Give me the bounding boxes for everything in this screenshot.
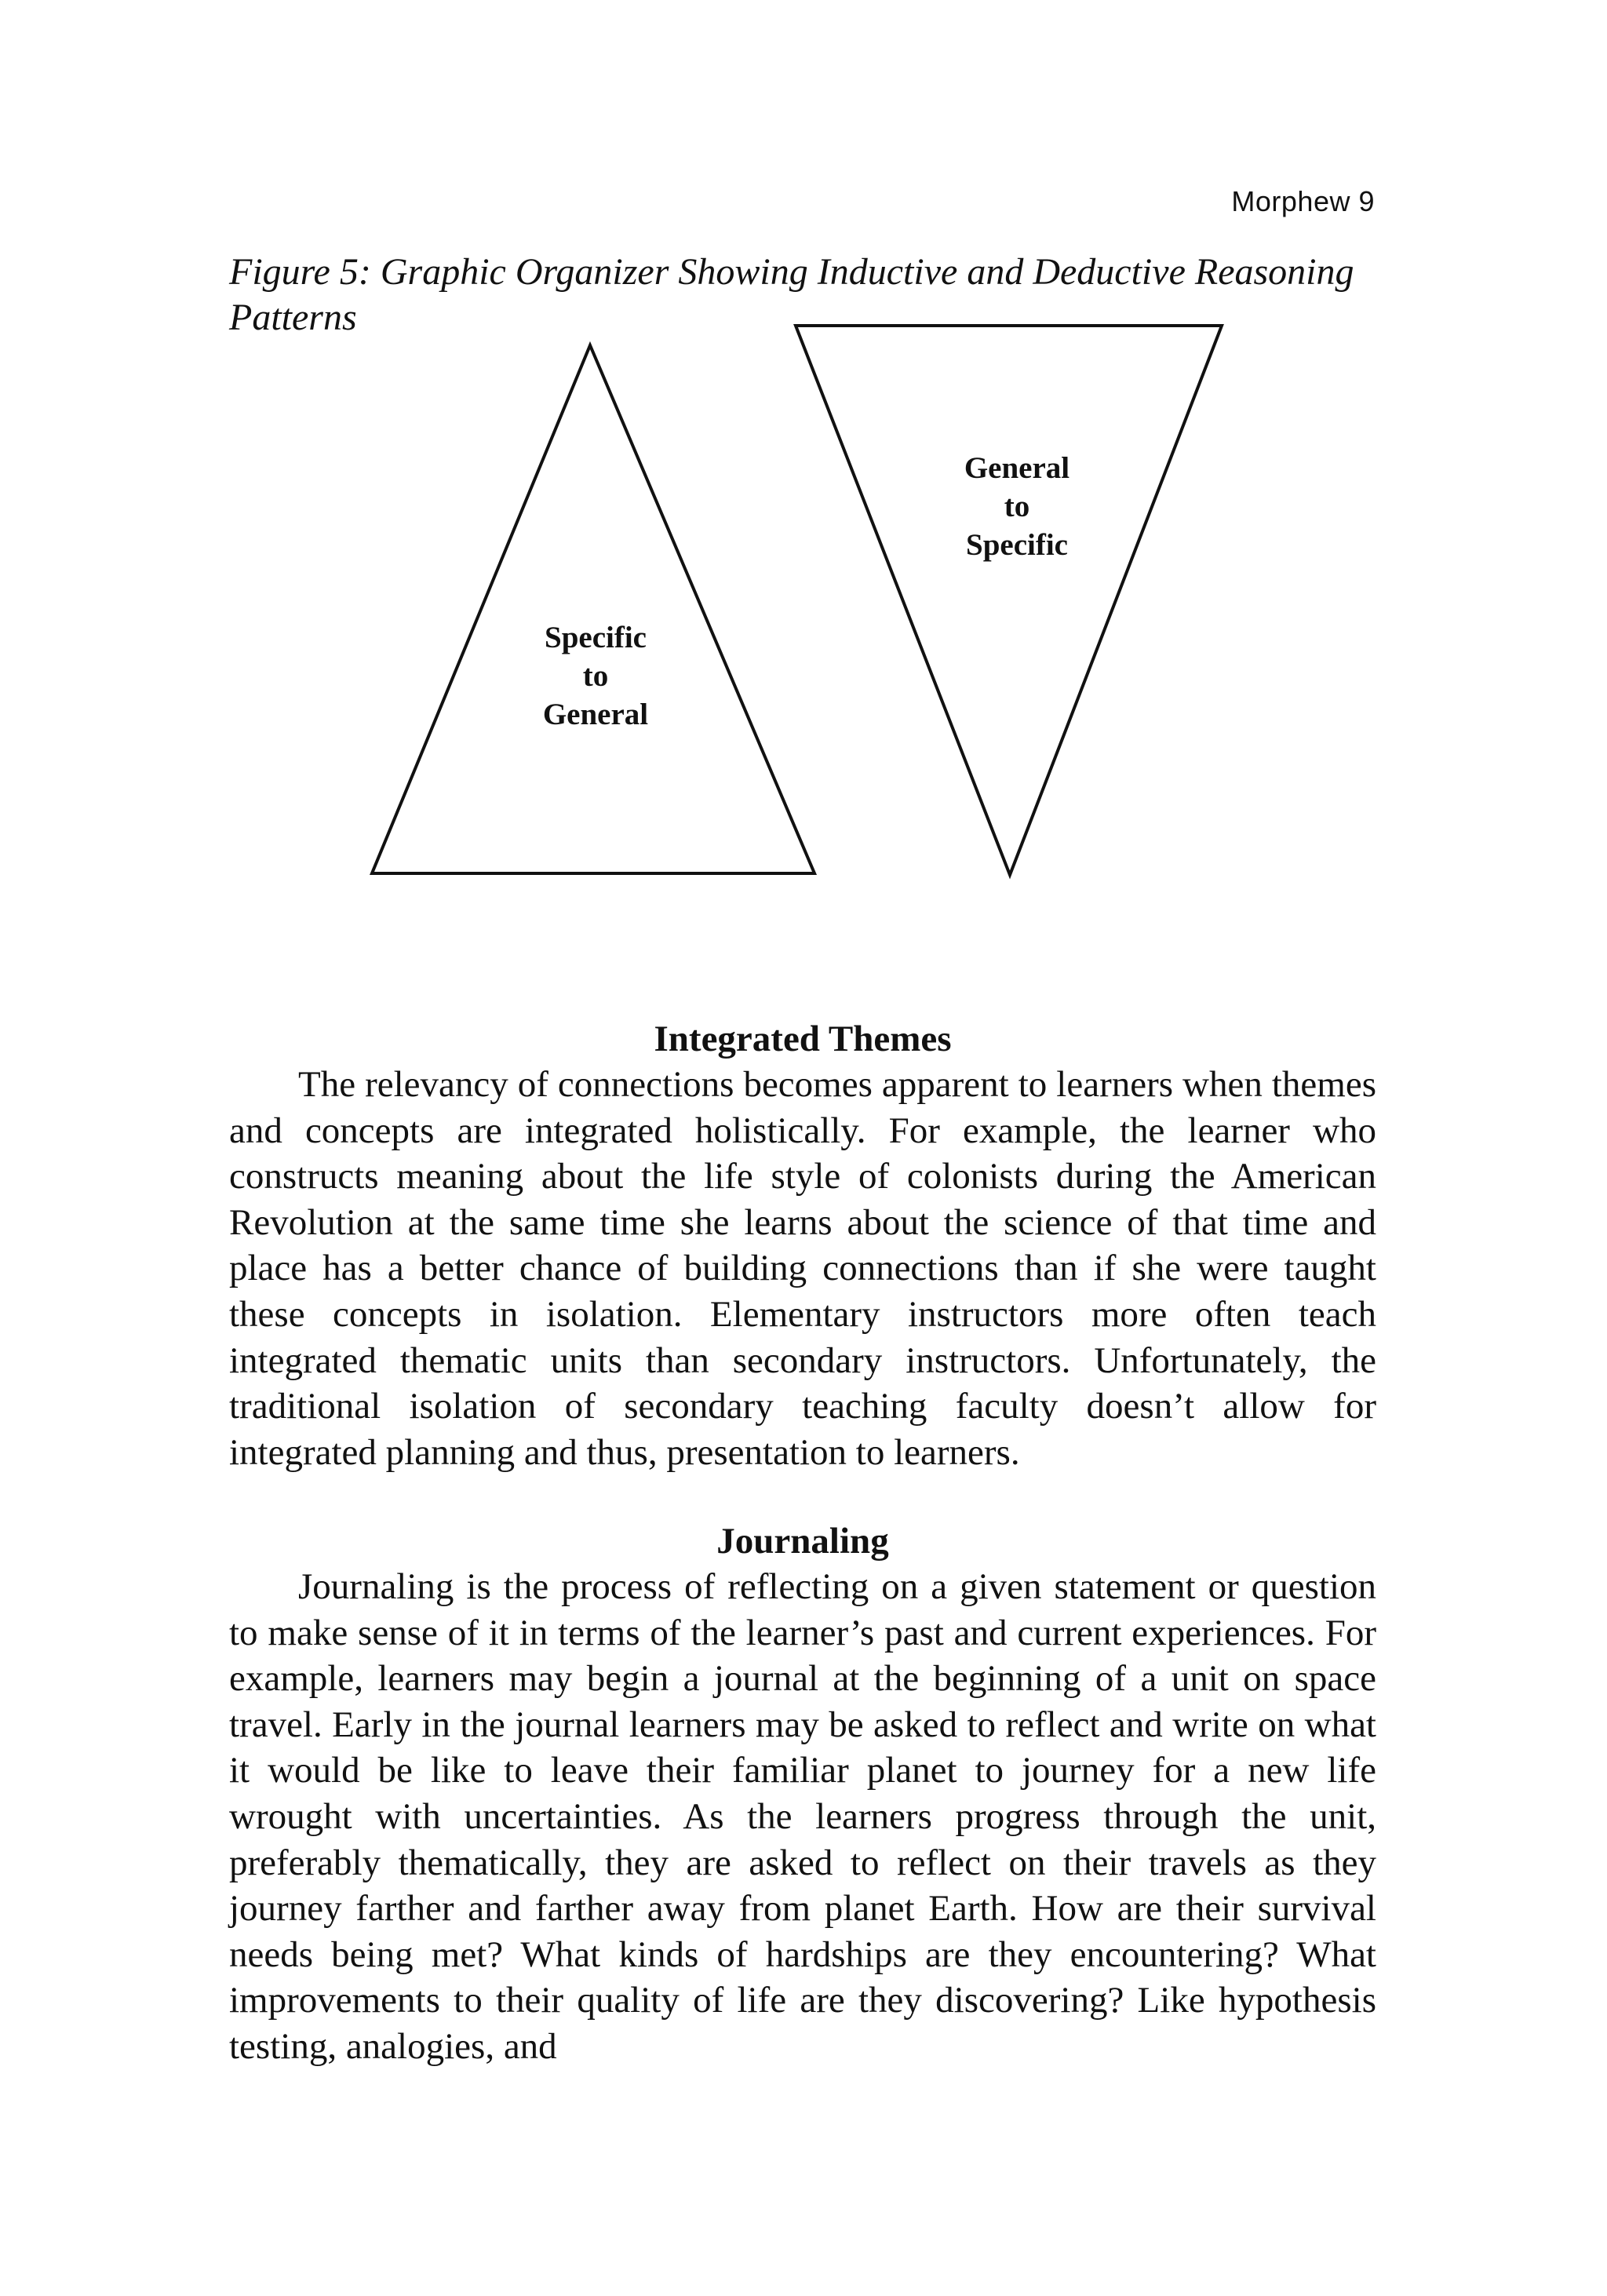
inductive-triangle xyxy=(372,345,814,873)
inductive-label-line: to xyxy=(582,659,609,693)
section-journaling xyxy=(229,1518,1376,2070)
section-integrated-themes xyxy=(229,1016,1376,1475)
section-paragraph: Journaling is the process of reflecting on a given statement or question to make sense of it in terms of the learner’s past and current experiences. For example, learners may begin a journal at the beginning of a unit on space travel. Early in the journal learners may be asked to reflect and write on what it would be like to leave their familiar planet to journey for a new life wrought with uncertainties. As the learners progress through the unit, preferably thematically, they are asked to reflect on their travels as they journey farther and farther away from planet Earth. How are their survival needs being met? What kinds of hardships are they encountering? What improvements to their quality of life are they discovering? Like hypothesis testing, analogies, and xyxy=(229,1566,1376,2067)
deductive-label-line: General xyxy=(964,451,1070,485)
inductive-label-line: Specific xyxy=(545,621,647,654)
deductive-label xyxy=(899,449,1135,564)
running-head: Morphew 9 xyxy=(1231,185,1375,217)
inductive-label xyxy=(478,618,713,734)
deductive-label-line: Specific xyxy=(966,528,1068,562)
section-heading: Journaling xyxy=(716,1521,889,1562)
section-paragraph: The relevancy of connections becomes apparent to learners when themes and concepts are integrated holistically. For example, the learner who constructs meaning about the life style of colonists during the American Revolution at the same time she learns about the science of that time and place has a better chance of building connections than if she were taught these concepts in isolation. Elementary instructors more often teach integrated thematic units than secondary instructors. Unfortunately, the traditional isolation of secondary teaching faculty doesn’t allow for integrated planning and thus, presentation to learners. xyxy=(229,1064,1376,1473)
triangles-diagram xyxy=(0,0,1607,942)
deductive-label-line: to xyxy=(1004,490,1030,523)
inductive-label-line: General xyxy=(542,698,649,731)
reasoning-figure xyxy=(0,0,1607,942)
section-heading: Integrated Themes xyxy=(654,1019,952,1059)
figure-caption: Figure 5: Graphic Organizer Showing Inductive and Deductive Reasoning Patterns xyxy=(229,251,1354,338)
deductive-triangle xyxy=(796,326,1222,875)
